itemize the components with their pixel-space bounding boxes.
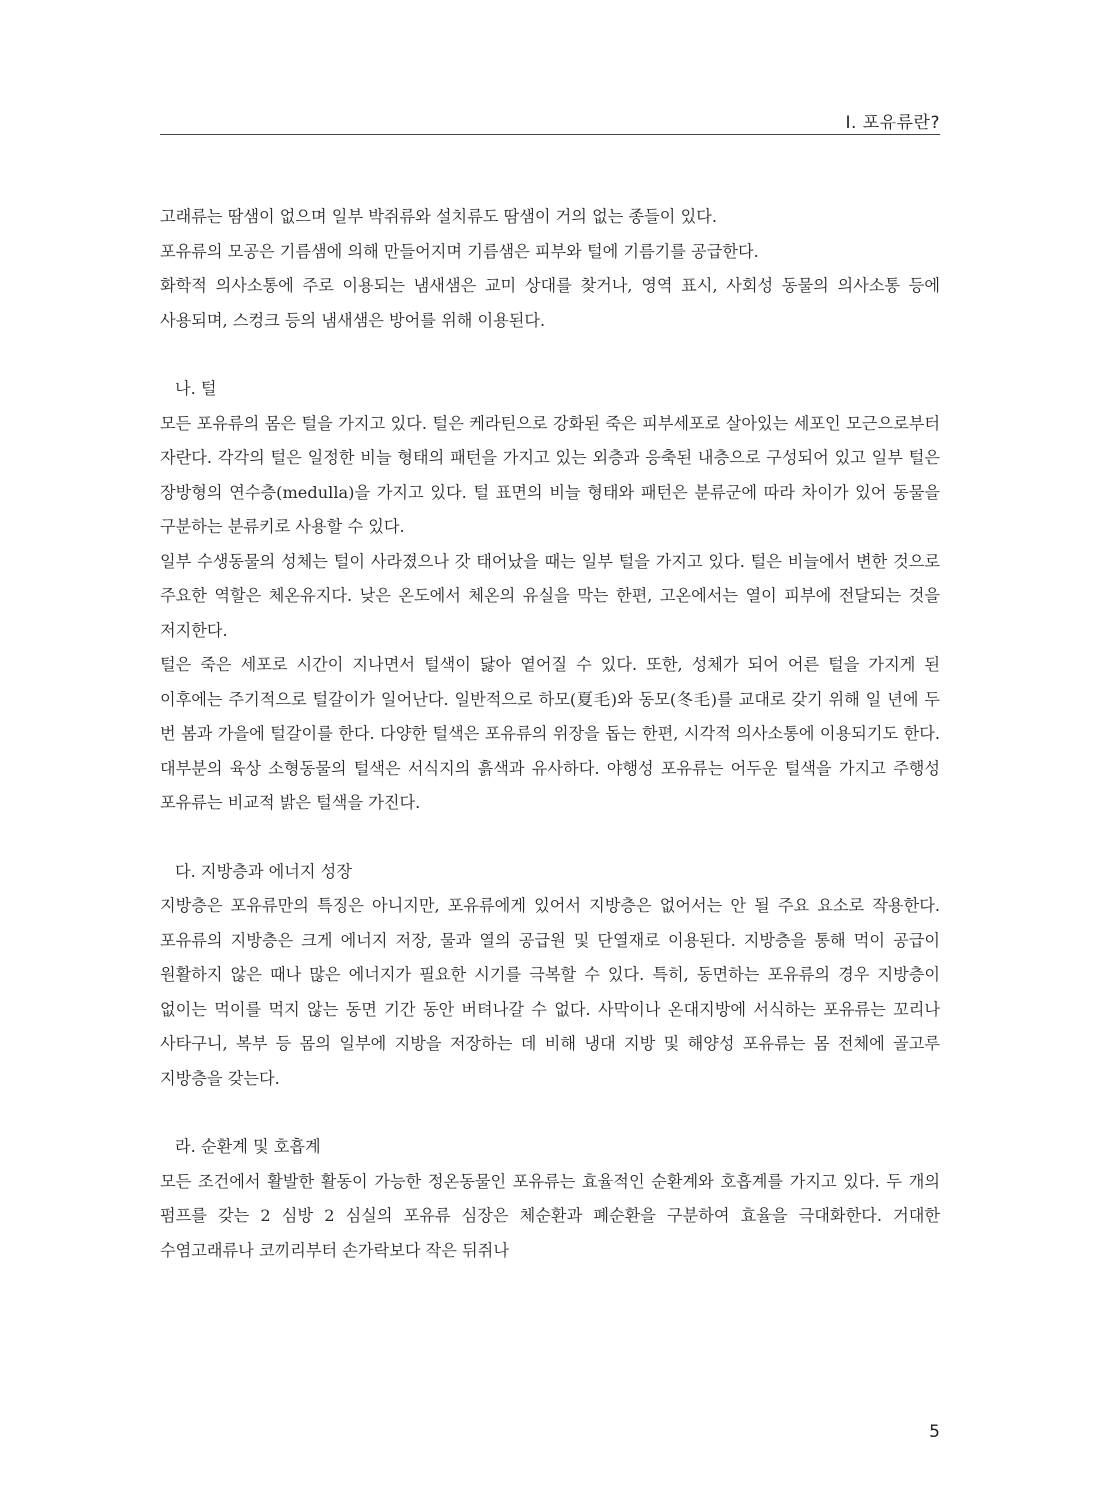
chapter-title: Ⅰ. 포유류란? [845, 113, 940, 133]
section-gap [160, 821, 940, 855]
page-number: 5 [929, 1422, 940, 1442]
section-gap [160, 1096, 940, 1130]
section-heading-fat-layer: 다. 지방층과 에너지 성장 [175, 861, 352, 881]
page-header [160, 100, 940, 135]
section-gap [160, 338, 940, 372]
section-heading-circulatory: 라. 순환계 및 호흡계 [175, 1137, 321, 1156]
paragraph: 털은 죽은 세포로 시간이 지나면서 털색이 닳아 옅어질 수 있다. 또한, 성체가 되어 어른 털을 가지게 된 이후에는 주기적으로 털갈이가 일어난다. 일반적으로 하모(夏毛)와 동모(冬毛)를 교대로 갖기 위해 일 년에 두 번 봄과 가을에 털갈이를 한다. 다양한 털색은 포유류의 위장을 돕는 한편, 시각적 의사소통에 이용되기도 한다. 대부분의 육상 소형동물의 털색은 서식지의 흙색과 유사하다. 야행성 포유류는 어두운 털색을 가지고 주행성 포유류는 비교적 밝은 털색을 가진다. [160, 655, 940, 812]
body-text [160, 200, 940, 1268]
paragraph: 모든 포유류의 몸은 털을 가지고 있다. 털은 케라틴으로 강화된 죽은 피부세포로 살아있는 세포인 모근으로부터 자란다. 각각의 털은 일정한 비늘 형태의 패턴을 가지고 있는 외층과 응축된 내층으로 구성되어 있고 일부 털은 장방형의 연수층(medulla)을 가지고 있다. 털 표면의 비늘 형태와 패턴은 분류군에 따라 차이가 있어 동물을 구분하는 분류키로 사용할 수 있다. [160, 413, 940, 536]
paragraph: 지방층은 포유류만의 특징은 아니지만, 포유류에게 있어서 지방층은 없어서는 안 될 주요 요소로 작용한다. 포유류의 지방층은 크게 에너지 저장, 물과 열의 공급원 및 단열재로 이용된다. 지방층을 통해 먹이 공급이 원활하지 않은 때나 많은 에너지가 필요한 시기를 극복할 수 있다. 특히, 동면하는 포유류의 경우 지방층이 없이는 먹이를 먹지 않는 동면 기간 동안 버텨나갈 수 없다. 사막이나 온대지방에 서식하는 포유류는 꼬리나 사타구니, 복부 등 몸의 일부에 지방을 저장하는 데 비해 냉대 지방 및 해양성 포유류는 몸 전체에 골고루 지방층을 갖는다. [160, 896, 940, 1088]
paragraph: 모든 조건에서 활발한 활동이 가능한 정온동물인 포유류는 효율적인 순환계와 호흡계를 가지고 있다. 두 개의 펌프를 갖는 2 심방 2 심실의 포유류 심장은 체순환과 폐순환을 구분하여 효율을 극대화한다. 거대한 수염고래류나 코끼리부터 손가락보다 작은 뒤쥐나 [160, 1171, 940, 1260]
section-heading-hair: 나. 털 [175, 379, 217, 398]
paragraph: 고래류는 땀샘이 없으며 일부 박쥐류와 설치류도 땀샘이 거의 없는 종들이 있다. [160, 207, 717, 226]
paragraph: 포유류의 모공은 기름샘에 의해 만들어지며 기름샘은 피부와 털에 기름기를 공급한다. [160, 241, 759, 261]
paragraph: 일부 수생동물의 성체는 털이 사라졌으나 갓 태어났을 때는 일부 털을 가지고 있다. 털은 비늘에서 변한 것으로 주요한 역할은 체온유지다. 낮은 온도에서 체온의 유실을 막는 한편, 고온에서는 열이 피부에 전달되는 것을 저지한다. [160, 551, 940, 640]
paragraph: 화학적 의사소통에 주로 이용되는 냄새샘은 교미 상대를 찾거나, 영역 표시, 사회성 동물의 의사소통 등에 사용되며, 스컹크 등의 냄새샘은 방어를 위해 이용된다. [160, 276, 940, 330]
